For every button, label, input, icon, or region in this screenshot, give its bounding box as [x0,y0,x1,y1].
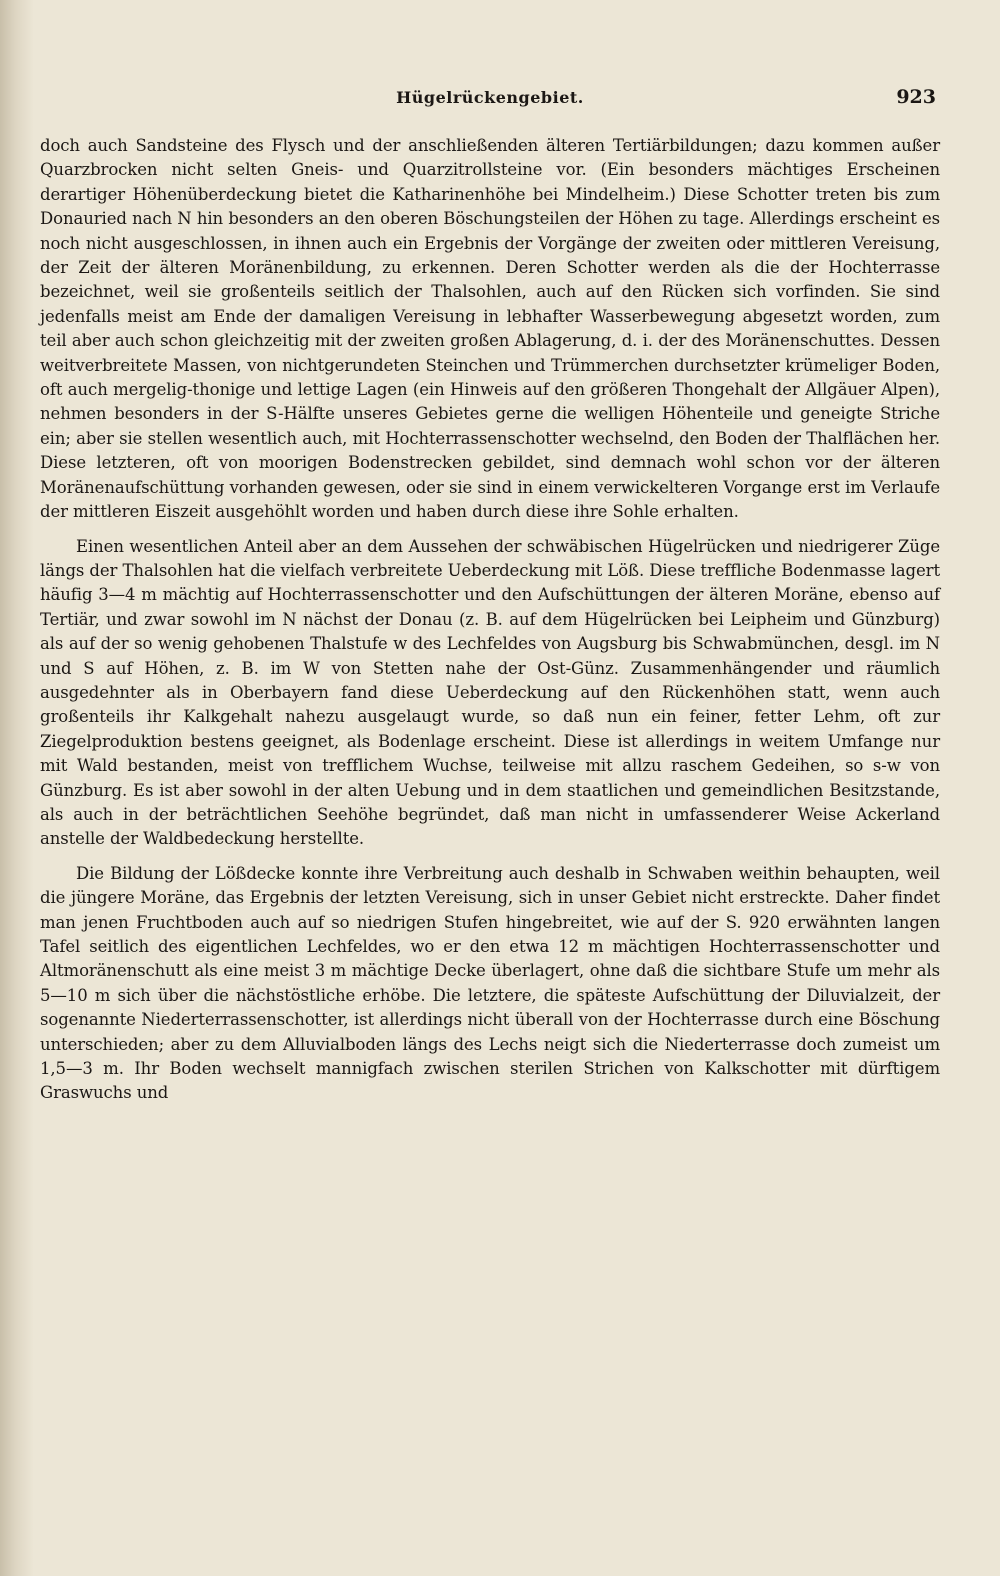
paragraph-3: Die Bildung der Lößdecke konnte ihre Verbreitung auch deshalb in Schwaben weithin behaupten, weil die jüngere Moräne, das Ergebnis der letzten Vereisung, sich in unser Gebiet nicht erstreckte. Daher findet man jenen Fruchtboden auch auf so niedrigen Stufen hingebreitet, wie auf der S. 920 erwähnten langen Tafel seitlich des eigentlichen Lechfeldes, wo er den etwa 12 m mächtigen Hochterrassenschotter und Altmoränenschutt als eine meist 3 m mächtige Decke überlagert, ohne daß die sichtbare Stufe um mehr als 5—10 m sich über die nächstöstliche erhöbe. Die letztere, die späteste Aufschüttung der Diluvialzeit, der sogenannte Niederterrassenschotter, ist allerdings nicht überall von der Hochterrasse durch eine Böschung unterschieden; aber zu dem Alluvialboden längs des Lechs neigt sich die Niederterrasse doch zumeist um 1,5—3 m. Ihr Boden wechselt mannigfach zwischen sterilen Strichen von Kalkschotter mit dürftigem Graswuchs und [40,863,940,1103]
running-header [40,80,940,120]
running-title: Hügelrückengebiet. [396,88,584,107]
paragraph-2: Einen wesentlichen Anteil aber an dem Aussehen der schwäbischen Hügelrücken und niedrigerer Züge längs der Thalsohlen hat die vielfach verbreitete Ueberdeckung mit Löß. Diese treffliche Bodenmasse lagert häufig 3—4 m mächtig auf Hochterrassenschotter und den Aufschüttungen der älteren Moräne, ebenso auf Tertiär, und zwar sowohl im N nächst der Donau (z. B. auf dem Hügelrücken bei Leipheim und Günzburg) als auf der so wenig gehobenen Thalstufe w des Lechfeldes von Augsburg bis Schwabmünchen, desgl. im N und S auf Höhen, z. B. im W von Stetten nahe der Ost-Günz. Zusammenhängender und räumlich ausgedehnter als in Oberbayern fand diese Ueberdeckung auf den Rückenhöhen statt, wenn auch großenteils ihr Kalkgehalt nahezu ausgelaugt wurde, so daß nun ein feiner, fetter Lehm, oft zur Ziegelproduktion bestens geeignet, als Bodenlage erscheint. Diese ist allerdings in weitem Umfange nur mit Wald bestanden, meist von trefflichem Wuchse, teilweise mit allzu raschem Gedeihen, so s-w von Günzburg. Es ist aber sowohl in der alten Uebung und in dem staatlichen und gemeindlichen Besitzstande, als auch in der beträchtlichen Seehöhe begründet, daß man nicht in umfassenderer Weise Ackerland anstelle der Waldbedeckung herstellte. [40,536,940,849]
text-body [40,134,940,1106]
book-page [40,80,940,1550]
paragraph-1: doch auch Sandsteine des Flysch und der anschließenden älteren Tertiärbildungen; dazu kommen außer Quarzbrocken nicht selten Gneis- und Quarzitrollsteine vor. (Ein besonders mächtiges Erscheinen derartiger Höhenüberdeckung bietet die Katharinenhöhe bei Mindelheim.) Diese Schotter treten bis zum Donauried nach N hin besonders an den oberen Böschungsteilen der Höhen zu tage. Allerdings erscheint es noch nicht ausgeschlossen, in ihnen auch ein Ergebnis der Vorgänge der zweiten oder mittleren Vereisung, der Zeit der älteren Moränenbildung, zu erkennen. Deren Schotter werden als die der Hochterrasse bezeichnet, weil sie großenteils seitlich der Thalsohlen, auch auf den Rücken sich vorfinden. Sie sind jedenfalls meist am Ende der damaligen Vereisung in lebhafter Wasserbewegung abgesetzt worden, zum teil aber auch schon gleichzeitig mit der zweiten großen Ablagerung, d. i. der des Moränenschuttes. Dessen weitverbreitete Massen, von nichtgerundeten Steinchen und Trümmerchen durchsetzter krümeliger Boden, oft auch mergelig-thonige und lettige Lagen (ein Hinweis auf den größeren Thongehalt der Allgäuer Alpen), nehmen besonders in der S-Hälfte unseres Gebietes gerne die welligen Höhenteile und geneigte Striche ein; aber sie stellen wesentlich auch, mit Hochterrassenschotter wechselnd, den Boden der Thalflächen her. Diese letzteren, oft von moorigen Bodenstrecken gebildet, sind demnach wohl schon vor der älteren Moränenaufschüttung vorhanden gewesen, oder sie sind in einem verwickelteren Vorgange erst im Verlaufe der mittleren Eiszeit ausgehöhlt worden und haben durch diese ihre Sohle erhalten. [40,136,940,522]
page-binding-shadow [0,0,34,1576]
page-number: 923 [896,86,936,108]
